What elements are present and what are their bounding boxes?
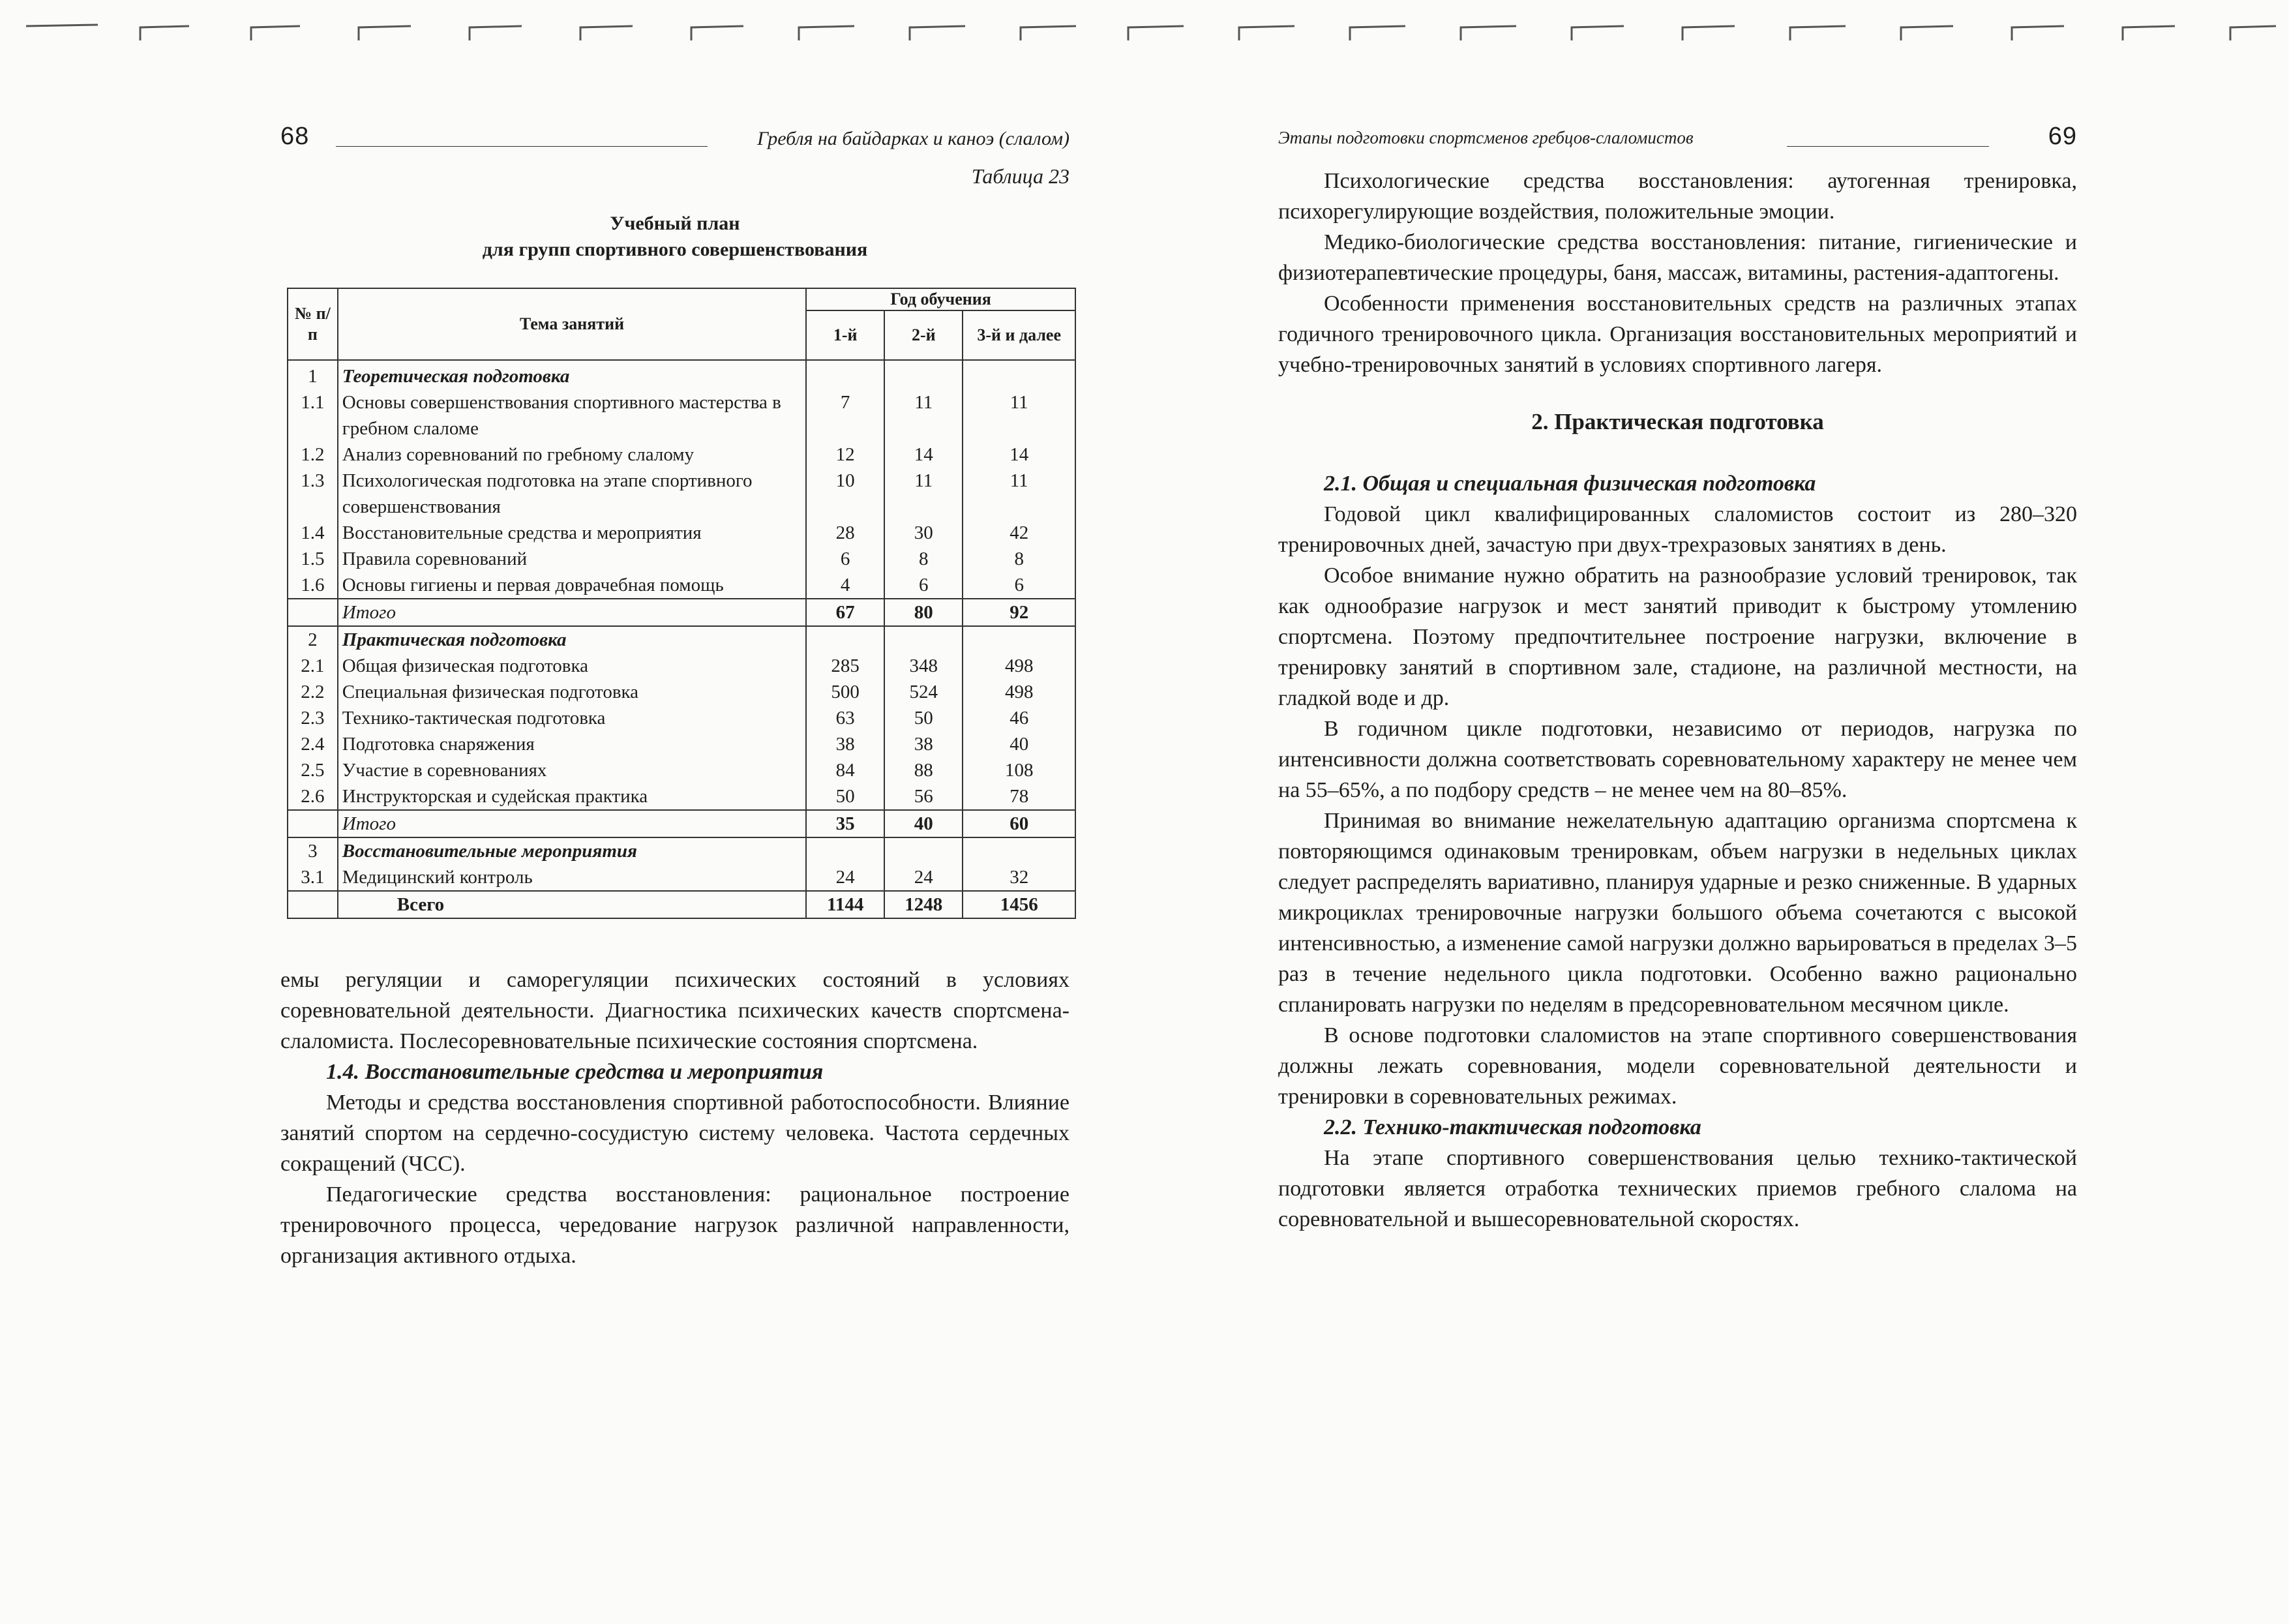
- year-2-value: 11: [884, 468, 963, 520]
- table-body: [288, 360, 1075, 918]
- year-1-value: 10: [806, 468, 884, 520]
- year-1-value: 500: [806, 679, 884, 705]
- year-2-value: 38: [884, 731, 963, 757]
- right-page: [1278, 111, 2077, 1235]
- year-2-value: 14: [884, 442, 963, 468]
- year-3-value: 108: [963, 757, 1075, 783]
- row-number: [288, 891, 338, 918]
- row-number: 2: [288, 626, 338, 653]
- year-3-value: 14: [963, 442, 1075, 468]
- row-number: 1.4: [288, 520, 338, 546]
- table-row: [288, 572, 1075, 599]
- year-1-value: 35: [806, 810, 884, 837]
- row-topic: Основы совершенствования спортивного мастерства в гребном слаломе: [338, 389, 806, 442]
- year-1-value: 285: [806, 653, 884, 679]
- row-topic: Анализ соревнований по гребному слалому: [338, 442, 806, 468]
- subsection-heading: 2.2. Технико-тактическая подготовка: [1324, 1115, 1701, 1139]
- header-year-2: 2-й: [884, 310, 963, 360]
- subsection-heading: 1.4. Восстановительные средства и мероприятия: [326, 1060, 824, 1084]
- year-1-value: 24: [806, 864, 884, 891]
- subsection-heading: 2.1. Общая и специальная физическая подготовка: [1324, 472, 1816, 496]
- table-row: [288, 389, 1075, 442]
- year-1-value: 84: [806, 757, 884, 783]
- header-topic: Тема занятий: [338, 288, 806, 360]
- year-3-value: 6: [963, 572, 1075, 599]
- page-number: 69: [2048, 123, 2077, 150]
- year-2-value: 348: [884, 653, 963, 679]
- year-2-value: 50: [884, 705, 963, 731]
- year-1-value: 12: [806, 442, 884, 468]
- table-row: [288, 705, 1075, 731]
- section-title: Практическая подготовка: [338, 626, 806, 653]
- year-3-value: 78: [963, 783, 1075, 810]
- year-2-value: [884, 837, 963, 864]
- subtotal-label: Итого: [338, 599, 806, 626]
- year-3-value: 92: [963, 599, 1075, 626]
- year-3-value: 8: [963, 546, 1075, 572]
- right-body-text: [1278, 166, 2077, 1235]
- paragraph: Принимая во внимание нежелательную адаптацию организма спортсмена к повторяющимся одинаковым тренировкам, объем нагрузки в недельных циклах следует распределять вариативно, планируя ударные и резко сниженные. В ударных микроциклах тренировочные нагрузки большого объема сочетаются с высокой интенсивностью, а изменение самой нагрузки должно варьироваться в пределах 3–5 раз в течение недельного цикла подготовки. Особенно важно рационально спланировать нагрузки по неделям в предсоревновательном месячном цикле.: [1278, 809, 2077, 1017]
- row-topic: Подготовка снаряжения: [338, 731, 806, 757]
- table-row: [288, 757, 1075, 783]
- year-2-value: 11: [884, 389, 963, 442]
- year-1-value: 50: [806, 783, 884, 810]
- year-1-value: 67: [806, 599, 884, 626]
- right-running-head: [1278, 111, 2077, 163]
- table-row: [288, 442, 1075, 468]
- running-title: Гребля на байдарках и каноэ (слалом): [757, 128, 1070, 149]
- row-topic: Основы гигиены и первая доврачебная помощь: [338, 572, 806, 599]
- left-running-head: [280, 111, 1070, 163]
- year-2-value: 56: [884, 783, 963, 810]
- paragraph: В годичном цикле подготовки, независимо от периодов, нагрузка по интенсивности должна соответствовать соревновательному характеру не менее чем на 55–65%, а по подбору средств – не менее чем на 80–85%.: [1278, 717, 2077, 802]
- year-1-value: 1144: [806, 891, 884, 918]
- year-2-value: 1248: [884, 891, 963, 918]
- row-number: 1.5: [288, 546, 338, 572]
- subtotal-row: [288, 599, 1075, 626]
- row-number: [288, 810, 338, 837]
- running-title: Этапы подготовки спортсменов гребцов-слаломистов: [1278, 128, 1694, 147]
- header-year-3: 3-й и далее: [963, 310, 1075, 360]
- binding-marks: [0, 0, 2289, 46]
- year-3-value: 11: [963, 468, 1075, 520]
- row-topic: Общая физическая подготовка: [338, 653, 806, 679]
- year-2-value: 88: [884, 757, 963, 783]
- table-header: [288, 288, 1075, 360]
- row-number: 1.3: [288, 468, 338, 520]
- year-3-value: 498: [963, 679, 1075, 705]
- table-row: [288, 679, 1075, 705]
- year-3-value: [963, 360, 1075, 389]
- row-number: 2.4: [288, 731, 338, 757]
- year-1-value: [806, 837, 884, 864]
- year-1-value: 4: [806, 572, 884, 599]
- year-2-value: 40: [884, 810, 963, 837]
- year-3-value: 42: [963, 520, 1075, 546]
- curriculum-table: [287, 288, 1076, 919]
- row-topic: Инструкторская и судейская практика: [338, 783, 806, 810]
- row-topic: Медицинский контроль: [338, 864, 806, 891]
- year-2-value: 30: [884, 520, 963, 546]
- year-3-value: 46: [963, 705, 1075, 731]
- row-topic: Специальная физическая подготовка: [338, 679, 806, 705]
- year-3-value: 32: [963, 864, 1075, 891]
- paragraph: В основе подготовки слаломистов на этапе спортивного совершенствования должны лежать соревнования, модели соревновательной деятельности и тренировки в соревновательных режимах.: [1278, 1023, 2077, 1109]
- section-heading: 2. Практическая подготовка: [1531, 409, 1824, 434]
- row-topic: Восстановительные средства и мероприятия: [338, 520, 806, 546]
- year-3-value: 40: [963, 731, 1075, 757]
- table-row: [288, 468, 1075, 520]
- row-number: 1.1: [288, 389, 338, 442]
- paragraph: Годовой цикл квалифицированных слаломистов состоит из 280–320 тренировочных дней, зачастую при двух-трехразовых занятиях в день.: [1278, 502, 2077, 557]
- year-2-value: 6: [884, 572, 963, 599]
- row-number: 2.3: [288, 705, 338, 731]
- table-title-line: для групп спортивного совершенствования: [482, 239, 868, 260]
- table-row: [288, 783, 1075, 810]
- row-number: 2.6: [288, 783, 338, 810]
- running-head-rule: [1787, 146, 1989, 147]
- row-topic: Участие в соревнованиях: [338, 757, 806, 783]
- year-3-value: 1456: [963, 891, 1075, 918]
- left-page: [280, 111, 1070, 1271]
- table-row: [288, 546, 1075, 572]
- year-3-value: [963, 626, 1075, 653]
- year-1-value: 7: [806, 389, 884, 442]
- year-2-value: 8: [884, 546, 963, 572]
- table-title: [280, 211, 1070, 263]
- left-body-text: [280, 965, 1070, 1271]
- section-title: Теоретическая подготовка: [338, 360, 806, 389]
- year-2-value: 80: [884, 599, 963, 626]
- subtotal-row: [288, 810, 1075, 837]
- table-row: [288, 864, 1075, 891]
- row-topic: Правила соревнований: [338, 546, 806, 572]
- year-2-value: [884, 360, 963, 389]
- year-1-value: [806, 626, 884, 653]
- year-2-value: [884, 626, 963, 653]
- page-number: 68: [280, 123, 310, 150]
- section-row: [288, 360, 1075, 389]
- row-number: 1: [288, 360, 338, 389]
- year-1-value: 28: [806, 520, 884, 546]
- year-2-value: 524: [884, 679, 963, 705]
- year-3-value: [963, 837, 1075, 864]
- running-head-rule: [336, 146, 708, 147]
- row-number: 2.5: [288, 757, 338, 783]
- row-number: 3.1: [288, 864, 338, 891]
- table-caption: Таблица 23: [971, 164, 1070, 188]
- paragraph: Особое внимание нужно обратить на разнообразие условий тренировок, так как однообразие нагрузок и мест занятий приводит к быстрому утомлению спортсмена. Поэтому предпочтительнее построение нагрузки, включение в тренировку занятий в спортивном зале, стадионе, на различной местности, на гладкой воде и др.: [1278, 564, 2077, 710]
- year-3-value: 498: [963, 653, 1075, 679]
- row-number: [288, 599, 338, 626]
- year-2-value: 24: [884, 864, 963, 891]
- year-3-value: 60: [963, 810, 1075, 837]
- binding-marks-graphic: [0, 0, 2289, 46]
- row-number: 2.1: [288, 653, 338, 679]
- year-1-value: 63: [806, 705, 884, 731]
- header-year-1: 1-й: [806, 310, 884, 360]
- row-number: 1.2: [288, 442, 338, 468]
- row-number: 1.6: [288, 572, 338, 599]
- section-row: [288, 837, 1075, 864]
- year-1-value: 38: [806, 731, 884, 757]
- paragraph: емы регуляции и саморегуляции психических состояний в условиях соревновательной деятельности. Диагностика психических качеств спортсмена-слаломиста. Послесоревновательные психические состояния спортсмена.: [280, 968, 1070, 1053]
- paragraph: Психологические средства восстановления: аутогенная тренировка, психорегулирующие воздействия, положительные эмоции.: [1278, 169, 2077, 224]
- table-title-line: Учебный план: [610, 213, 740, 234]
- year-1-value: 6: [806, 546, 884, 572]
- table-row: [288, 520, 1075, 546]
- grand-total-row: [288, 891, 1075, 918]
- table-row: [288, 731, 1075, 757]
- row-topic: Психологическая подготовка на этапе спортивного совершенствования: [338, 468, 806, 520]
- row-number: 2.2: [288, 679, 338, 705]
- year-3-value: 11: [963, 389, 1075, 442]
- paragraph: Методы и средства восстановления спортивной работоспособности. Влияние занятий спортом на сердечно-сосудистую систему человека. Частота сердечных сокращений (ЧСС).: [280, 1090, 1070, 1176]
- grand-total-label: Всего: [338, 891, 806, 918]
- paragraph: Особенности применения восстановительных средств на различных этапах годичного тренировочного цикла. Организация восстановительных мероприятий и учебно-тренировочных занятий в условиях спортивного лагеря.: [1278, 292, 2077, 377]
- row-number: 3: [288, 837, 338, 864]
- paragraph: Медико-биологические средства восстановления: питание, гигиенические и физиотерапевтические процедуры, баня, массаж, витамины, растения-адаптогены.: [1278, 230, 2077, 285]
- header-year-group: Год обучения: [806, 288, 1075, 310]
- section-row: [288, 626, 1075, 653]
- row-topic: Технико-тактическая подготовка: [338, 705, 806, 731]
- section-title: Восстановительные мероприятия: [338, 837, 806, 864]
- subtotal-label: Итого: [338, 810, 806, 837]
- paragraph: На этапе спортивного совершенствования целью технико-тактической подготовки является отработка технических приемов гребного слалома на соревновательной и вышесоревновательной скоростях.: [1278, 1146, 2077, 1231]
- year-1-value: [806, 360, 884, 389]
- table-row: [288, 653, 1075, 679]
- header-num: № п/п: [288, 288, 338, 360]
- paragraph: Педагогические средства восстановления: рациональное построение тренировочного процесса, чередование нагрузок различной направленности, организация активного отдыха.: [280, 1182, 1070, 1268]
